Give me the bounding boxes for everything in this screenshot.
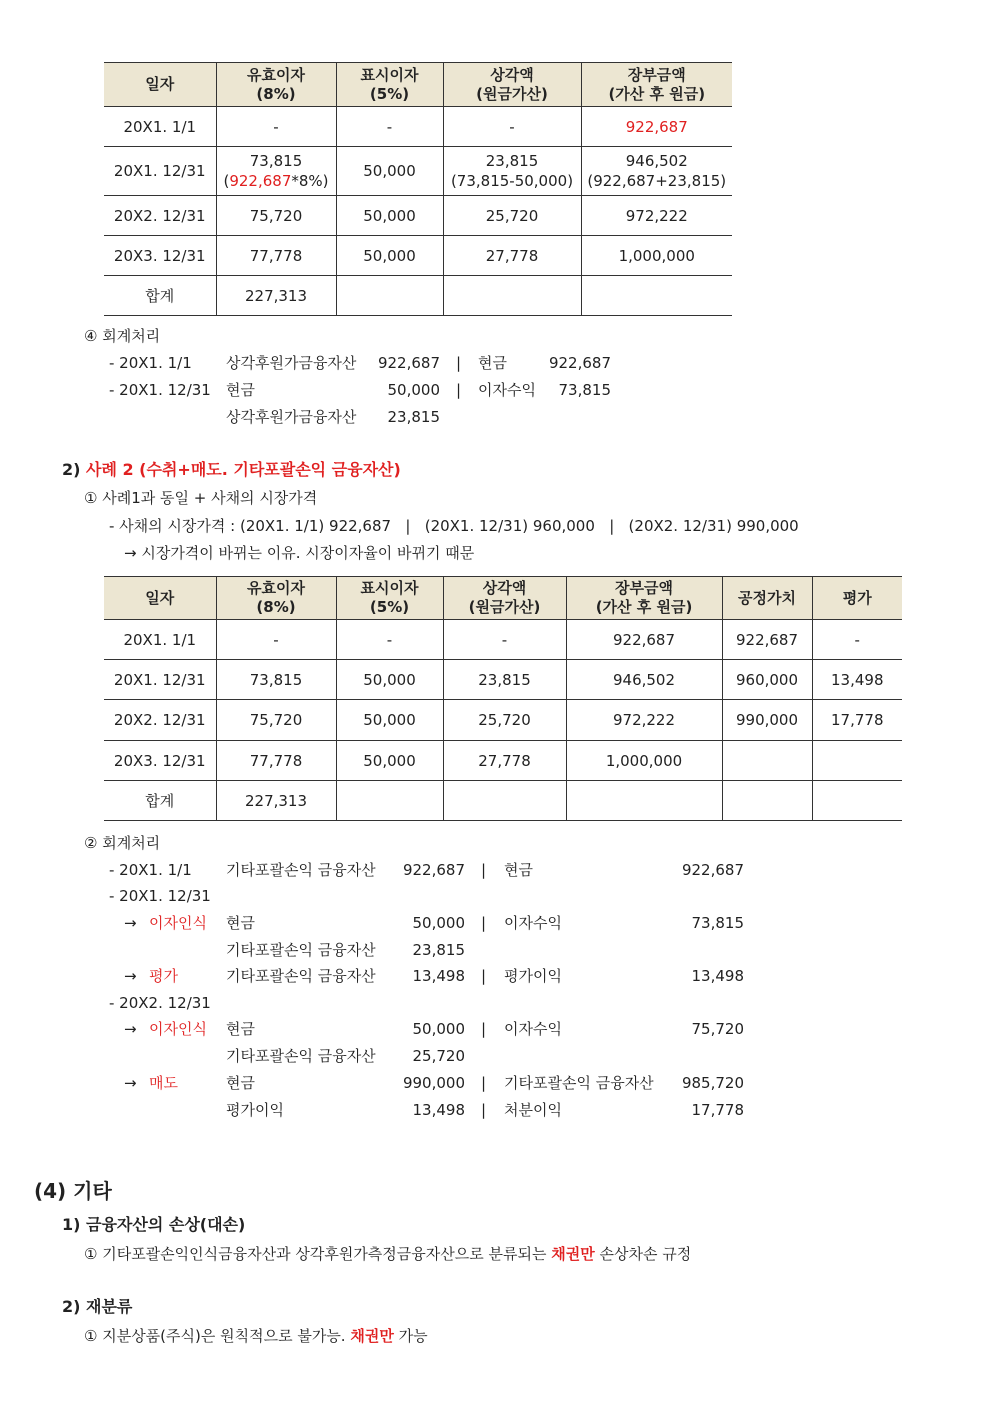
cell-carrying: 922,687 <box>581 107 732 147</box>
cell-carrying: 1,000,000 <box>581 236 732 276</box>
journal-separator: | <box>481 1101 487 1119</box>
journal-credit: 이자수익 <box>504 914 562 932</box>
cell-date: 합계 <box>104 781 216 821</box>
amortization-table <box>104 62 732 316</box>
table-row <box>104 107 732 147</box>
journal-debit: 기타포괄손익 금융자산 <box>226 967 376 985</box>
journal-credit: 현금 <box>504 861 533 879</box>
cell-valuation: 17,778 <box>812 700 902 741</box>
cell-carrying-value: 946,502 <box>625 152 688 170</box>
cell-carrying: 1,000,000 <box>566 741 722 781</box>
cell-effective-formula: (922,687*8%) <box>223 172 329 190</box>
journal-debit: 상각후원가금융자산 <box>226 408 357 426</box>
journal-credit-amount: 73,815 <box>691 914 744 932</box>
case2-market-prices: - 사채의 시장가격 : (20X1. 1/1) 922,687 | (20X1. 12/31) 960,000 | (20X2. 12/31) 990,000 <box>109 517 799 535</box>
cell-amortization: 27,778 <box>443 741 566 781</box>
col-header-fair-value: 공정가치 <box>722 577 812 620</box>
cell-stated: 50,000 <box>336 660 443 700</box>
journal-separator: | <box>481 1020 487 1038</box>
journal-credit-amount: 13,498 <box>691 967 744 985</box>
journal-credit-amount: 922,687 <box>681 861 744 879</box>
table-header-row <box>104 577 902 620</box>
cell-carrying: 946,502 <box>566 660 722 700</box>
reclassification-highlight: 채권만 <box>350 1327 394 1345</box>
col-header-date: 일자 <box>104 63 216 107</box>
journal-debit: 현금 <box>226 914 255 932</box>
fair-value-table <box>104 576 902 821</box>
col-header-valuation: 평가 <box>812 577 902 620</box>
cell-amortization: 23,815 <box>443 660 566 700</box>
table-row <box>104 660 902 700</box>
cell-amortization-formula: (73,815-50,000) <box>450 172 574 190</box>
table-row <box>104 236 732 276</box>
journal-credit-amount: 922,687 <box>548 354 611 372</box>
cell-amortization <box>443 276 581 316</box>
journal-debit-amount: 922,687 <box>377 354 440 372</box>
cell-effective: 77,778 <box>216 741 336 781</box>
journal-debit: 기타포괄손익 금융자산 <box>226 1047 376 1065</box>
arrow-icon: → <box>124 967 137 985</box>
cell-date: 합계 <box>104 276 216 316</box>
impairment-text-pre: ① 기타포괄손익인식금융자산과 상각후원가측정금융자산으로 분류되는 <box>84 1245 547 1263</box>
cell-date: 20X3. 12/31 <box>104 236 216 276</box>
cell-fair-value: 990,000 <box>722 700 812 741</box>
cell-carrying: 922,687 <box>566 620 722 660</box>
cell-carrying <box>581 147 732 196</box>
journal-separator: | <box>481 914 487 932</box>
journal-debit: 평가이익 <box>226 1101 284 1119</box>
reclassification-text <box>84 1326 428 1346</box>
case2-point-1: ① 사례1과 동일 + 사채의 시장가격 <box>84 489 318 507</box>
journal-separator: | <box>456 354 462 372</box>
journal-credit-amount: 75,720 <box>691 1020 744 1038</box>
cell-effective-value: 73,815 <box>249 152 303 170</box>
subsection-impairment: 1) 금융자산의 손상(대손) <box>62 1215 246 1234</box>
cell-stated: 50,000 <box>336 147 443 196</box>
journal-credit: 기타포괄손익 금융자산 <box>504 1074 654 1092</box>
cell-valuation: 13,498 <box>812 660 902 700</box>
arrow-icon: → <box>124 914 137 932</box>
cell-stated: 50,000 <box>336 236 443 276</box>
journal-separator: | <box>481 1074 487 1092</box>
table-row <box>104 741 902 781</box>
cell-effective: 73,815 <box>216 660 336 700</box>
journal-debit-amount: 50,000 <box>412 914 465 932</box>
cell-effective: - <box>216 620 336 660</box>
journal-date: - 20X1. 1/1 <box>109 354 192 372</box>
journal-debit-amount: 23,815 <box>387 408 440 426</box>
journal-debit-amount: 50,000 <box>387 381 440 399</box>
cell-amortization: 25,720 <box>443 196 581 236</box>
cell-valuation <box>812 781 902 821</box>
table-row <box>104 700 902 741</box>
journal-date: - 20X1. 12/31 <box>109 381 211 399</box>
journal-credit-amount: 17,778 <box>691 1101 744 1119</box>
col-header-effective-interest: 유효이자 (8%) <box>216 577 336 620</box>
journal-tag-interest: 이자인식 <box>149 914 207 932</box>
cell-stated <box>336 276 443 316</box>
journal-credit-amount: 985,720 <box>681 1074 744 1092</box>
cell-fair-value <box>722 741 812 781</box>
cell-fair-value <box>722 781 812 821</box>
cell-valuation <box>812 741 902 781</box>
reclassification-text-post: 가능 <box>398 1327 428 1345</box>
accounting-title: ④ 회계처리 <box>84 327 161 345</box>
journal-debit-amount: 23,815 <box>412 941 465 959</box>
journal-date: - 20X2. 12/31 <box>109 994 211 1012</box>
col-header-effective-interest: 유효이자 (8%) <box>216 63 336 107</box>
journal-tag-sale: 매도 <box>149 1074 178 1092</box>
case2-number: 2) <box>62 460 81 479</box>
cell-fair-value: 960,000 <box>722 660 812 700</box>
col-header-carrying-amount: 장부금액 (가산 후 원금) <box>581 63 732 107</box>
col-header-stated-interest: 표시이자 (5%) <box>336 577 443 620</box>
cell-valuation: - <box>812 620 902 660</box>
table-row <box>104 147 732 196</box>
subsection-reclassification: 2) 재분류 <box>62 1297 133 1316</box>
cell-carrying <box>581 276 732 316</box>
cell-stated: 50,000 <box>336 196 443 236</box>
journal-credit: 현금 <box>478 354 507 372</box>
cell-stated: - <box>336 107 443 147</box>
case2-title: 사례 2 (수취+매도. 기타포괄손익 금융자산) <box>86 460 401 479</box>
cell-amortization: - <box>443 620 566 660</box>
journal-debit-amount: 50,000 <box>412 1020 465 1038</box>
journal-debit-amount: 990,000 <box>402 1074 465 1092</box>
col-header-stated-interest: 표시이자 (5%) <box>336 63 443 107</box>
journal-debit: 기타포괄손익 금융자산 <box>226 941 376 959</box>
cell-date: 20X2. 12/31 <box>104 700 216 741</box>
cell-date: 20X1. 12/31 <box>104 660 216 700</box>
table-row-total <box>104 276 732 316</box>
journal-credit: 처분이익 <box>504 1101 562 1119</box>
journal-separator: | <box>456 381 462 399</box>
cell-date: 20X1. 1/1 <box>104 107 216 147</box>
cell-stated: 50,000 <box>336 741 443 781</box>
col-header-carrying-amount: 장부금액 (가산 후 원금) <box>566 577 722 620</box>
cell-amortization: 27,778 <box>443 236 581 276</box>
cell-date: 20X1. 1/1 <box>104 620 216 660</box>
journal-credit-amount: 73,815 <box>558 381 611 399</box>
cell-carrying <box>566 781 722 821</box>
journal-credit: 이자수익 <box>504 1020 562 1038</box>
impairment-text-post: 손상차손 규정 <box>599 1245 692 1263</box>
table-row <box>104 620 902 660</box>
journal-debit: 현금 <box>226 381 255 399</box>
impairment-highlight: 채권만 <box>551 1245 595 1263</box>
cell-stated <box>336 781 443 821</box>
cell-effective: 75,720 <box>216 196 336 236</box>
cell-effective: 227,313 <box>216 781 336 821</box>
cell-amortization <box>443 781 566 821</box>
journal-debit-amount: 922,687 <box>402 861 465 879</box>
cell-stated: 50,000 <box>336 700 443 741</box>
journal-debit: 기타포괄손익 금융자산 <box>226 861 376 879</box>
col-header-date: 일자 <box>104 577 216 620</box>
accounting-title: ② 회계처리 <box>84 834 161 852</box>
cell-amortization: - <box>443 107 581 147</box>
cell-amortization: 25,720 <box>443 700 566 741</box>
journal-debit: 현금 <box>226 1074 255 1092</box>
col-header-amortization: 상각액 (원금가산) <box>443 577 566 620</box>
journal-separator: | <box>481 861 487 879</box>
cell-date: 20X3. 12/31 <box>104 741 216 781</box>
cell-carrying: 972,222 <box>581 196 732 236</box>
journal-debit: 현금 <box>226 1020 255 1038</box>
journal-separator: | <box>481 967 487 985</box>
cell-effective: 75,720 <box>216 700 336 741</box>
journal-credit: 이자수익 <box>478 381 536 399</box>
journal-debit: 상각후원가금융자산 <box>226 354 357 372</box>
cell-carrying-formula: (922,687+23,815) <box>587 172 727 190</box>
journal-debit-amount: 13,498 <box>412 967 465 985</box>
cell-amortization-value: 23,815 <box>485 152 539 170</box>
table-header-row <box>104 63 732 107</box>
journal-debit-amount: 25,720 <box>412 1047 465 1065</box>
journal-debit-amount: 13,498 <box>412 1101 465 1119</box>
arrow-icon: → <box>124 1020 137 1038</box>
cell-carrying: 972,222 <box>566 700 722 741</box>
cell-effective: 77,778 <box>216 236 336 276</box>
cell-date: 20X1. 12/31 <box>104 147 216 196</box>
journal-tag-interest: 이자인식 <box>149 1020 207 1038</box>
case2-reason: → 시장가격이 바뀌는 이유. 시장이자율이 바뀌기 때문 <box>124 544 475 562</box>
cell-date: 20X2. 12/31 <box>104 196 216 236</box>
reclassification-text-pre: ① 지분상품(주식)은 원칙적으로 불가능. <box>84 1327 346 1345</box>
table-row-total <box>104 781 902 821</box>
cell-effective: 227,313 <box>216 276 336 316</box>
journal-tag-valuation: 평가 <box>149 967 178 985</box>
impairment-text <box>84 1244 691 1264</box>
cell-amortization <box>443 147 581 196</box>
arrow-icon: → <box>124 1074 137 1092</box>
journal-date: - 20X1. 1/1 <box>109 861 192 879</box>
cell-fair-value: 922,687 <box>722 620 812 660</box>
journal-credit: 평가이익 <box>504 967 562 985</box>
cell-stated: - <box>336 620 443 660</box>
table-row <box>104 196 732 236</box>
col-header-amortization: 상각액 (원금가산) <box>443 63 581 107</box>
cell-effective <box>216 147 336 196</box>
cell-effective: - <box>216 107 336 147</box>
section-title-other: (4) 기타 <box>34 1179 112 1203</box>
journal-date: - 20X1. 12/31 <box>109 887 211 905</box>
